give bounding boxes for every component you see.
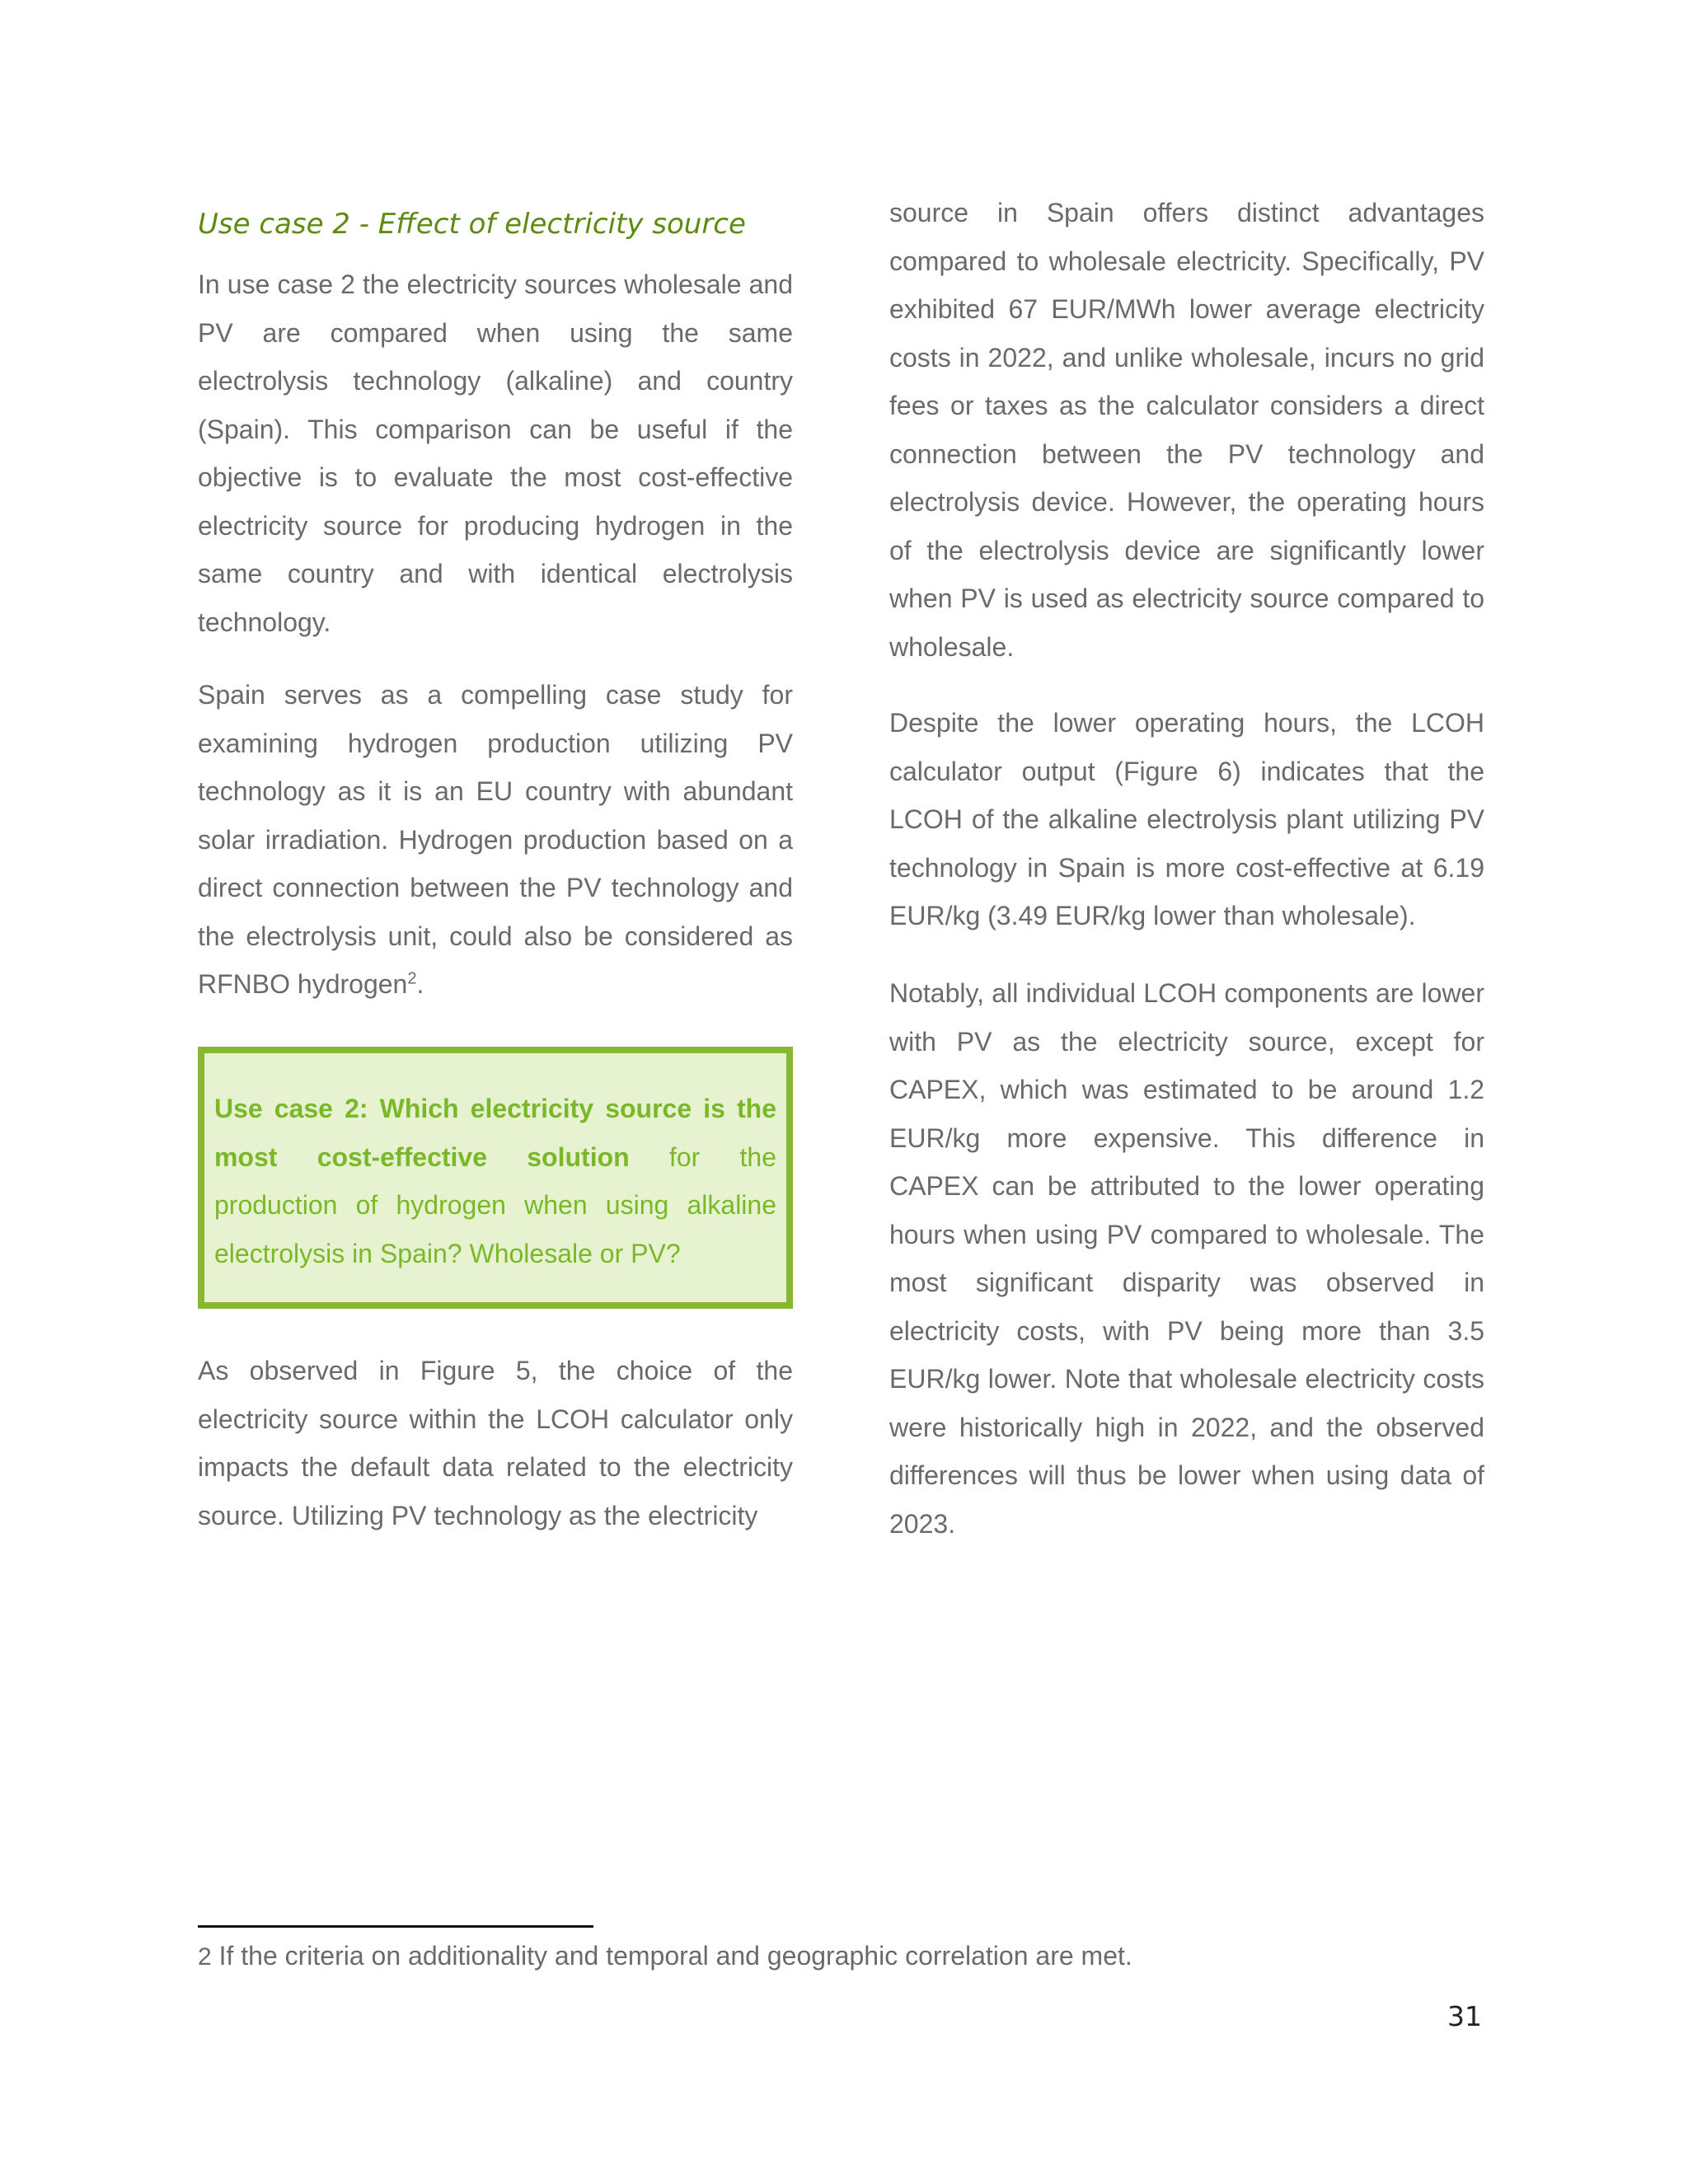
left-paragraph-2 [198, 671, 793, 1009]
footnote-number: 2 [198, 1943, 212, 1971]
left-paragraph-2-end: . [416, 969, 424, 999]
footnote-reference[interactable]: 2 [407, 969, 417, 988]
right-paragraph-3: Notably, all individual LCOH components are lower with PV as the electricity source, except for CAPEX, which was estimated to be around 1.2 EUR/kg more expensive. This difference in CAPEX can be attributed to the lower operating hours when using PV compared to wholesale. The most significant disparity was observed in electricity costs, with PV being more than 3.5 EUR/kg lower. Note that wholesale electricity costs were historically high in 2022, and the observed differences will thus be lower when using data of 2023. [889, 978, 1484, 1539]
callout-box [198, 1047, 793, 1309]
callout-text [214, 1085, 776, 1277]
left-paragraph-1: In use case 2 the electricity sources wholesale and PV are compared when using the same electrolysis technology (alkaline) and country (Spain). This comparison can be useful if the objective is to evaluate the most cost-effective electricity source for producing hydrogen in the same country and with identical electrolysis technology. [198, 269, 793, 637]
left-paragraph-2-text: Spain serves as a compelling case study for examining hydrogen production utilizing PV technology as it is an EU country with abundant solar irradiation. Hydrogen production based on a direct connection between the PV technology and the electrolysis unit, could also be considered as RFNBO hydrogen [198, 680, 793, 999]
callout-question-rest: for the production of hydrogen when using alkaline electrolysis in Spain? Wholesale or PV? [214, 1141, 776, 1268]
left-paragraph-3: As observed in Figure 5, the choice of the electricity source within the LCOH calculator only impacts the default data related to the electricity source. Utilizing PV technology as the electricity [198, 1356, 793, 1530]
footnote [198, 1937, 1484, 1976]
footnote-text: If the criteria on additionality and temporal and geographic correlation are met. [211, 1941, 1132, 1971]
right-paragraph-1: source in Spain offers distinct advantages compared to wholesale electricity. Specifically, PV exhibited 67 EUR/MWh lower average electricity costs in 2022, and unlike wholesale, incurs no grid fees or taxes as the calculator considers a direct connection between the PV technology and electrolysis device. However, the operating hours of the electrolysis device are significantly lower when PV is used as electricity source compared to wholesale. [889, 198, 1484, 662]
callout-question-bold: Use case 2: Which electricity source is the most cost-effective solution [214, 1094, 776, 1172]
footnote-separator [198, 1925, 593, 1928]
section-heading: Use case 2 - Effect of electricity source [198, 208, 746, 241]
right-paragraph-2: Despite the lower operating hours, the LCOH calculator output (Figure 6) indicates that the LCOH of the alkaline electrolysis plant utilizing PV technology in Spain is more cost-effective at 6.19 EUR/kg (3.49 EUR/kg lower than wholesale). [889, 708, 1484, 930]
page-number: 31 [1447, 2000, 1482, 2032]
